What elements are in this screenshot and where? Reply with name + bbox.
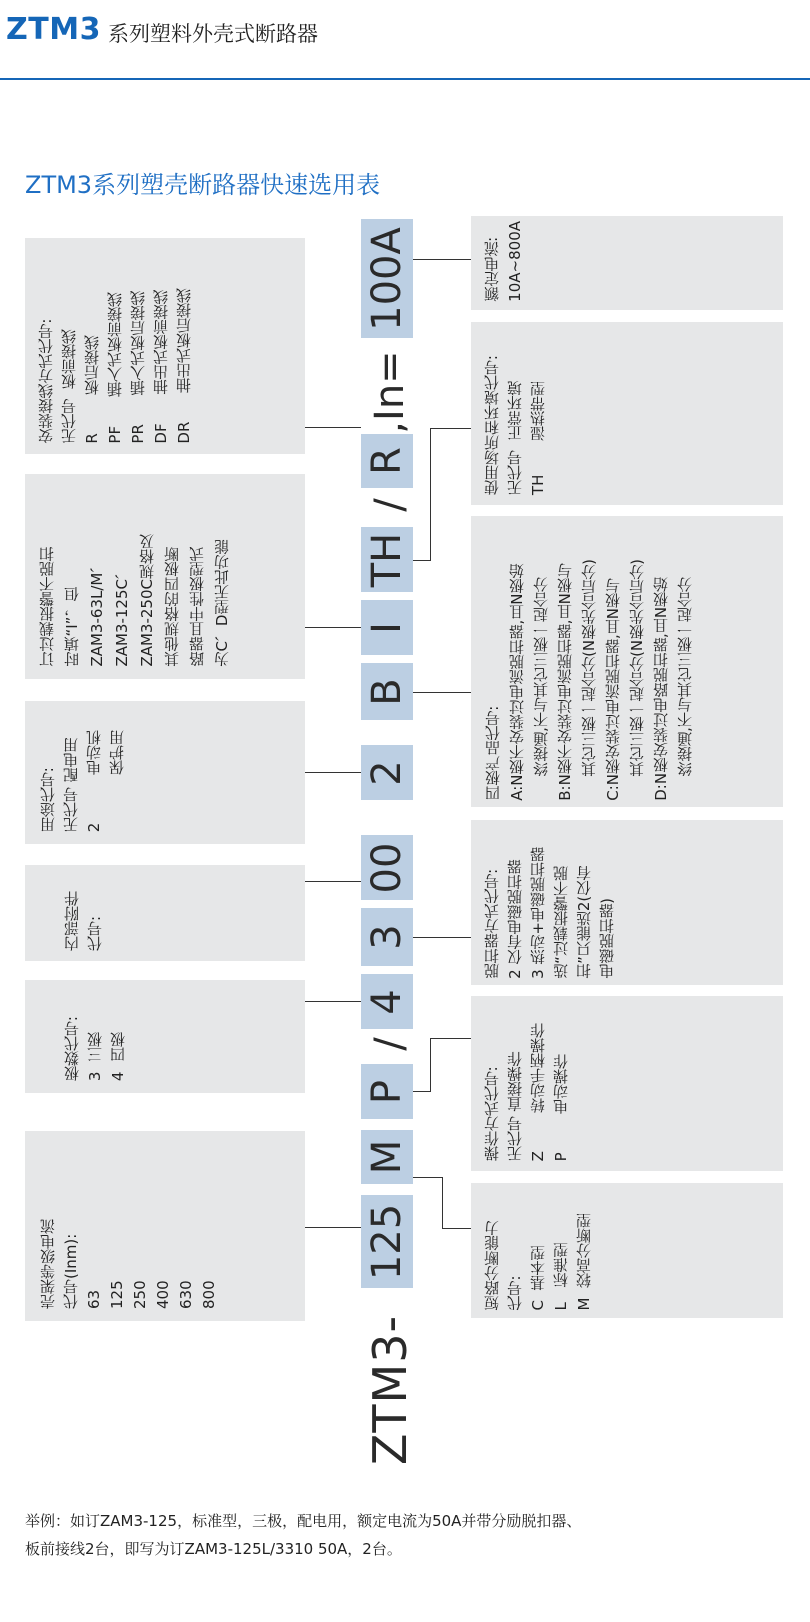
header — [0, 0, 810, 80]
wiring-desc: 安装接线方式代号: 无代号 板前接线 R 板后接线 PF 插入式板前接线 PR 插入式板后接线 DF 抽出式板前接线 DR 抽出式板后接线 — [37, 288, 193, 444]
code-breaking — [361, 1130, 413, 1184]
connector-env-h1 — [413, 560, 431, 561]
code-current — [361, 219, 413, 338]
code-accessory-label: 00 — [364, 842, 410, 893]
code-environment-label: TH — [364, 532, 410, 587]
code-wiring — [361, 434, 413, 488]
environment-box — [471, 322, 783, 505]
connector-env-h2 — [430, 428, 471, 429]
neutral-box — [471, 516, 783, 807]
usage-desc: 用途代号: 无代号 配电用 2 电动机 保护用 — [39, 729, 126, 832]
connector-poles — [305, 1001, 361, 1002]
code-wiring-label: R — [364, 447, 410, 475]
code-neutral — [361, 663, 413, 720]
connector-release — [413, 937, 471, 938]
example-line-2: 板前接线2台，即写为订ZAM3-125L/3310 50A，2台。 — [25, 1540, 402, 1558]
code-operation — [361, 1064, 413, 1119]
header-subtitle: 系列塑料外壳式断路器 — [108, 22, 318, 46]
neutral-desc: 四极产品代号: A:N极不安装过电流脱扣器,且N极始 终接通,不与其它三极一起合分 B:N极不安装过电流脱扣器,且N极与 其它三极一起合分(N极先合后分) C:N极安装过电流脱扣器,且N极与 其它三极一起合分(N极先合后分) D:N极安装过电路脱扣器,且N极始 终接通,不与其它三极一起合分 — [484, 559, 694, 801]
connector-operation-h2 — [430, 1038, 471, 1039]
code-poles-label: 4 — [364, 988, 410, 1015]
code-overload-label: I — [364, 621, 410, 634]
accessory-desc: 内部附件 代号: — [63, 891, 104, 951]
code-poles — [361, 974, 413, 1029]
poles-desc: 极数代号: 3 三极 4 四极 — [63, 1015, 127, 1081]
breaking-desc: 短路分断能力 代号: C 基本型 L 标准型 M 较高分断型 — [483, 1212, 593, 1310]
connector-breaking-h1 — [413, 1177, 443, 1178]
frame-desc: 壳架等级电流 代号(Inm): 63 125 250 400 630 800 — [39, 1219, 218, 1309]
code-accessory — [361, 835, 413, 900]
code-breaking-label: M — [364, 1139, 410, 1175]
model-prefix: ZTM3- — [363, 1314, 417, 1466]
release-desc: 脱扣器方式代号: 2 仅有电磁脱扣器 3 热动+电磁脱扣器 选“过载报警不脱 扣”只能选2(仅有 电磁脱扣器) — [483, 847, 616, 979]
code-environment — [361, 527, 413, 592]
connector-overload — [305, 627, 361, 628]
connector-accessory — [305, 881, 361, 882]
operation-box — [471, 996, 783, 1171]
usage-box — [25, 701, 305, 844]
code-current-sep: ,In= — [367, 350, 413, 434]
environment-desc: 使用场所和环境代号: 无代号 正常环境 TH 湿热带型 — [483, 354, 547, 495]
overload-box — [25, 474, 305, 679]
brand-title: ZTM3 — [6, 12, 101, 47]
current-desc: 额定电流: 10A~800A — [483, 221, 524, 302]
connector-usage — [305, 772, 361, 773]
current-box — [471, 216, 783, 310]
accessory-box — [25, 865, 305, 961]
code-overload — [361, 600, 413, 655]
connector-operation-h1 — [413, 1091, 431, 1092]
code-usage — [361, 745, 413, 800]
code-release — [361, 908, 413, 966]
example-line-1: 举例：如订ZAM3-125，标准型，三极，配电用，额定电流为50A并带分励脱扣器、 — [25, 1512, 582, 1530]
code-current-label: 100A — [364, 226, 410, 331]
code-frame-label: 125 — [364, 1203, 410, 1280]
connector-frame — [305, 1227, 361, 1228]
code-slash-1: / — [367, 1037, 413, 1051]
code-slash-2: / — [367, 498, 413, 512]
connector-neutral — [413, 692, 471, 693]
code-operation-label: P — [364, 1079, 410, 1104]
code-usage-label: 2 — [364, 759, 410, 786]
code-frame — [361, 1195, 413, 1288]
wiring-box — [25, 238, 305, 454]
operation-desc: 操作方式代号: 无代号 直接操作 Z 转动手柄操作 P 电动操作 — [483, 1022, 570, 1161]
connector-current — [413, 259, 471, 260]
poles-box — [25, 980, 305, 1093]
breaking-box — [471, 1183, 783, 1318]
release-box — [471, 820, 783, 985]
connector-operation-v — [430, 1038, 431, 1092]
connector-breaking-h2 — [442, 1228, 471, 1229]
connector-env-v — [430, 428, 431, 561]
header-divider — [0, 78, 810, 80]
page-title: ZTM3系列塑壳断路器快速选用表 — [25, 171, 381, 199]
connector-breaking-v — [442, 1177, 443, 1228]
overload-desc: 订过载报警不脱扣 时填“I”，但 ZAM3-63L/M、 ZAM3-125C、 ZAM3-250C规格及 其他规格的四极断 路器且中性极型式 为C、D型无此功能 — [38, 534, 231, 667]
frame-box — [25, 1131, 305, 1321]
code-release-label: 3 — [364, 924, 410, 950]
code-neutral-label: B — [364, 677, 410, 706]
connector-wiring — [305, 427, 361, 428]
